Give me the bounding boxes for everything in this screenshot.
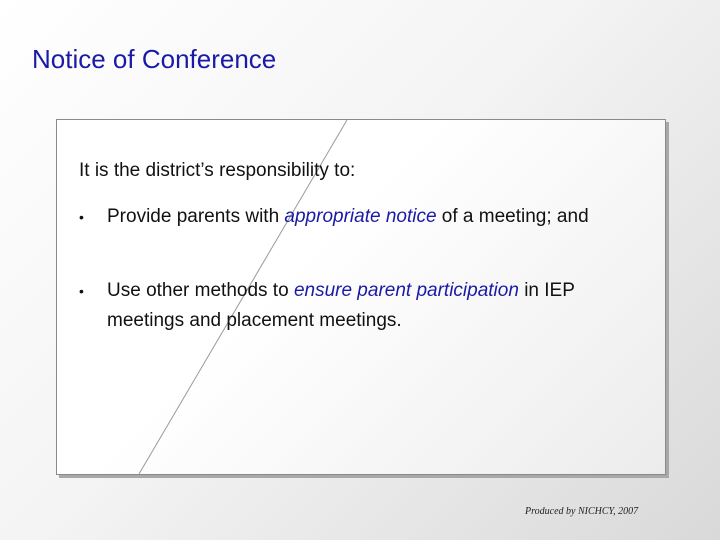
bullet-text-pre: Provide parents with	[107, 206, 285, 227]
bullet-highlight: appropriate notice	[284, 206, 437, 227]
intro-text: It is the district’s responsibility to:	[79, 160, 356, 181]
bullet-marker: •	[79, 209, 84, 225]
bullet-text-post: in IEP meetings and placement meetings.	[107, 280, 575, 331]
content-box	[56, 119, 666, 475]
bullet-text	[107, 202, 647, 232]
slide-title: Notice of Conference	[32, 44, 277, 74]
credit-text: Produced by NICHCY, 2007	[525, 506, 639, 517]
bullet-highlight: ensure parent participation	[293, 280, 519, 301]
bullet-text-post: of a meeting; and	[436, 206, 589, 227]
bullet-text-pre: Use other methods to	[107, 280, 294, 301]
bullet-text	[107, 276, 647, 336]
bullet-marker: •	[79, 283, 84, 299]
